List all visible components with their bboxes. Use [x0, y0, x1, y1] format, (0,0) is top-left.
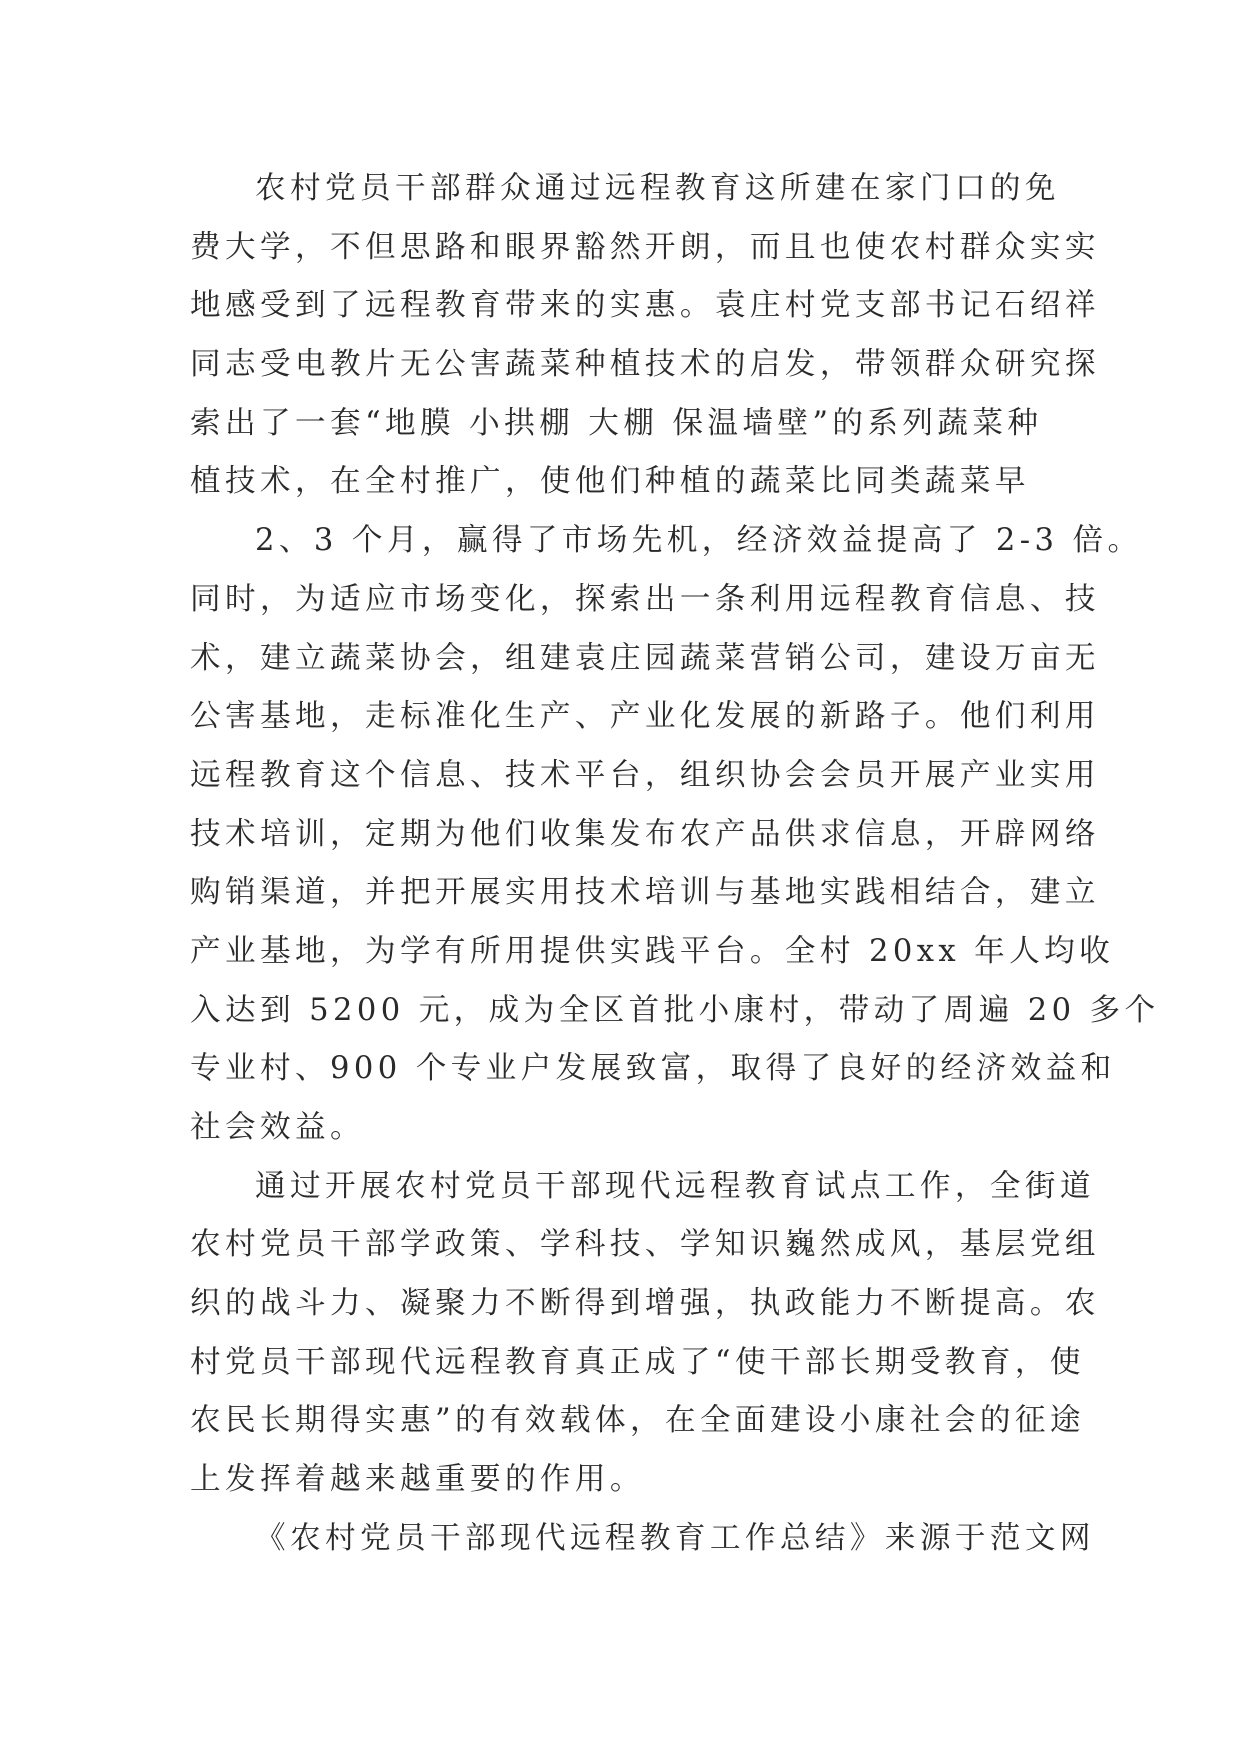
paragraph-line: 上发挥着越来越重要的作用。: [190, 1462, 645, 1498]
paragraph-line: 远程教育这个信息、技术平台，组织协会会员开展产业实用: [190, 757, 1100, 793]
paragraph-line: 农村党员干部群众通过远程教育这所建在家门口的免: [255, 171, 1060, 206]
paragraph-line: 同志受电教片无公害蔬菜种植技术的启发，带领群众研究探: [190, 347, 1100, 383]
paragraph-line: 入达到 5200 元，成为全区首批小康村，带动了周遍 20 多个: [190, 992, 1160, 1028]
paragraph-line: 同时，为适应市场变化，探索出一条利用远程教育信息、技: [190, 581, 1100, 617]
paragraph-line: 农民长期得实惠”的有效载体，在全面建设小康社会的征途: [190, 1403, 1085, 1439]
paragraph-line: 公害基地，走标准化生产、产业化发展的新路子。他们利用: [190, 699, 1100, 735]
paragraph-line: 农村党员干部学政策、学科技、学知识巍然成风，基层党组: [190, 1227, 1100, 1263]
paragraph-line: 通过开展农村党员干部现代远程教育试点工作，全街道: [255, 1168, 1095, 1204]
paragraph-line: 产业基地，为学有所用提供实践平台。全村 20xx 年人均收: [190, 933, 1115, 969]
paragraph-line: 索出了一套“地膜 小拱棚 大棚 保温墙壁”的系列蔬菜种: [190, 405, 1043, 441]
source-note: 《农村党员干部现代远程教育工作总结》来源于范文网: [255, 1520, 1095, 1556]
paragraph-line: 术，建立蔬菜协会，组建袁庄园蔬菜营销公司，建设万亩无: [190, 640, 1100, 676]
paragraph-line: 植技术，在全村推广，使他们种植的蔬菜比同类蔬菜早: [190, 464, 1030, 500]
paragraph-line: 购销渠道，并把开展实用技术培训与基地实践相结合，建立: [190, 875, 1100, 911]
paragraph-line: 村党员干部现代远程教育真正成了“使干部长期受教育，使: [190, 1344, 1085, 1380]
paragraph-line: 费大学，不但思路和眼界豁然开朗，而且也使农村群众实实: [190, 229, 1100, 265]
paragraph-line: 地感受到了远程教育带来的实惠。袁庄村党支部书记石绍祥: [190, 288, 1100, 324]
paragraph-line: 2、3 个月，赢得了市场先机，经济效益提高了 2-3 倍。: [255, 523, 1143, 559]
paragraph-line: 织的战斗力、凝聚力不断得到增强，执政能力不断提高。农: [190, 1286, 1100, 1322]
paragraph-line: 技术培训，定期为他们收集发布农产品供求信息，开辟网络: [190, 816, 1100, 852]
paragraph-line: 专业村、900 个专业户发展致富，取得了良好的经济效益和: [190, 1051, 1116, 1087]
document-body: [190, 160, 1160, 1569]
paragraph-line: 社会效益。: [190, 1110, 365, 1145]
